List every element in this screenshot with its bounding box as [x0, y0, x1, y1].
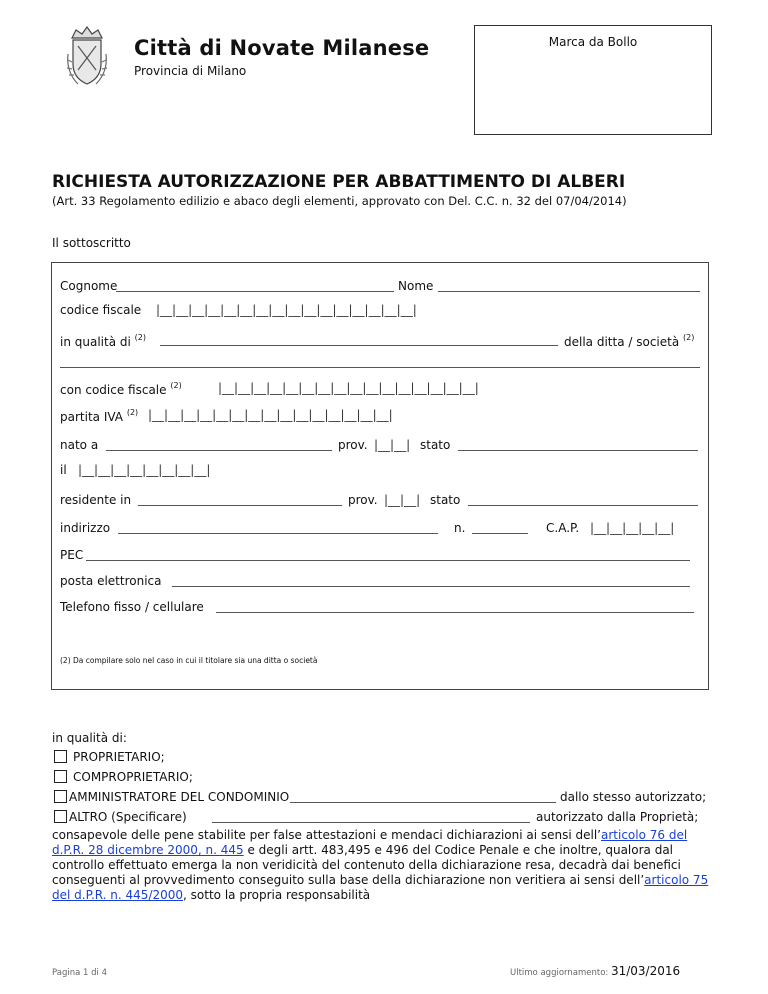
- pec-field[interactable]: [86, 560, 690, 561]
- ditta-name-field[interactable]: [60, 367, 700, 368]
- proprietario-checkbox[interactable]: [54, 750, 67, 763]
- province-name: Provincia di Milano: [134, 64, 247, 78]
- city-crest-icon: [64, 24, 110, 90]
- qualita-heading: in qualità di:: [52, 731, 127, 745]
- codice-fiscale-boxes[interactable]: |__|__|__|__|__|__|__|__|__|__|__|__|__|__|__|__|: [156, 303, 417, 317]
- amministratore-checkbox[interactable]: [54, 790, 67, 803]
- residente-in-field[interactable]: [138, 505, 342, 506]
- nome-field[interactable]: [438, 291, 700, 292]
- phone-label: Telefono fisso / cellulare: [60, 600, 204, 614]
- partita-iva-label: partita IVA $^{(2)}$: [60, 408, 139, 424]
- document-subtitle: (Art. 33 Regolamento edilizio e abaco degli elementi, approvato con Del. C.C. n. 32 del 07/04/2014): [52, 194, 627, 208]
- res-prov-label: prov.: [348, 493, 378, 507]
- partita-iva-boxes[interactable]: |__|__|__|__|__|__|__|__|__|__|__|__|__|__|__|: [148, 408, 393, 422]
- stamp-label: Marca da Bollo: [548, 35, 638, 49]
- document-title: RICHIESTA AUTORIZZAZIONE PER ABBATTIMENTO DI ALBERI: [52, 172, 626, 192]
- comproprietario-checkbox[interactable]: [54, 770, 67, 783]
- ditta-codice-fiscale-boxes[interactable]: |__|__|__|__|__|__|__|__|__|__|__|__|__|__|__|__|: [218, 381, 479, 395]
- indirizzo-label: indirizzo: [60, 521, 111, 535]
- in-qualita-label: in qualità di $^{(2)}$: [60, 333, 146, 349]
- cognome-field[interactable]: [116, 291, 394, 292]
- phone-field[interactable]: [216, 612, 694, 613]
- email-label: posta elettronica: [60, 574, 162, 588]
- res-prov-boxes[interactable]: |__|__|: [384, 493, 421, 507]
- indirizzo-field[interactable]: [118, 533, 438, 534]
- civico-field[interactable]: [472, 533, 528, 534]
- intro-text: Il sottoscritto: [52, 236, 131, 250]
- altro-field[interactable]: [212, 822, 530, 823]
- option-proprietario[interactable]: [54, 750, 165, 764]
- birth-date-boxes[interactable]: |__|__|__|__|__|__|__|__|: [78, 463, 211, 477]
- nome-label: Nome: [398, 279, 434, 293]
- della-ditta-label: della ditta / società $^{(2)}$: [564, 333, 695, 349]
- city-name: Città di Novate Milanese: [134, 36, 430, 60]
- declaration-paragraph: consapevole delle pene stabilite per false attestazioni e mendaci dichiarazioni ai sensi dell’articolo 76 del d.P.R. 28 dicembre 2000, n. 445 e degli artt. 483,495 e 496 del Codice Penale e che inoltre, qualora dal controllo effettuato emerga la non veridicità del contenuto della dichiarazione resa, decadrà dai benefici conseguenti al provvedimento conseguito sulla base della dichiarazione non veritiera ai sensi dell’articolo 75 del d.P.R. n. 445/2000, sotto la propria responsabilità: [52, 828, 709, 902]
- option-comproprietario[interactable]: [54, 770, 193, 784]
- cap-label: C.A.P.: [546, 521, 580, 535]
- amministratore-tail: dallo stesso autorizzato;: [560, 790, 707, 804]
- link-articolo-75[interactable]: articolo 75 del d.P.R. n. 445/2000: [52, 873, 709, 902]
- res-stato-field[interactable]: [468, 505, 698, 506]
- altro-label: ALTRO (Specificare): [69, 810, 187, 824]
- pec-label: PEC: [60, 548, 84, 562]
- option-altro[interactable]: [54, 810, 187, 824]
- con-codice-fiscale-label: con codice fiscale $^{(2)}$: [60, 381, 182, 397]
- nato-stato-field[interactable]: [458, 450, 698, 451]
- link-articolo-76[interactable]: articolo 76 del d.P.R. 28 dicembre 2000, n. 445: [52, 828, 688, 857]
- email-field[interactable]: [172, 586, 690, 587]
- revenue-stamp-box: [474, 25, 712, 135]
- page-number: Pagina 1 di 4: [52, 968, 107, 978]
- il-label: il: [60, 463, 67, 477]
- cognome-label: Cognome: [60, 279, 118, 293]
- nato-prov-label: prov.: [338, 438, 368, 452]
- nato-prov-boxes[interactable]: |__|__|: [374, 438, 411, 452]
- proprietario-label: PROPRIETARIO;: [73, 750, 165, 764]
- nato-a-label: nato a: [60, 438, 99, 452]
- res-stato-label: stato: [430, 493, 461, 507]
- codice-fiscale-label: codice fiscale: [60, 303, 142, 317]
- last-updated: Ultimo aggiornamento: 31/03/2016: [510, 964, 681, 978]
- amministratore-field[interactable]: [290, 802, 556, 803]
- altro-checkbox[interactable]: [54, 810, 67, 823]
- amministratore-label: AMMINISTRATORE DEL CONDOMINIO: [69, 790, 290, 804]
- residente-in-label: residente in: [60, 493, 132, 507]
- nato-a-field[interactable]: [106, 450, 332, 451]
- option-amministratore[interactable]: [54, 790, 289, 804]
- nato-stato-label: stato: [420, 438, 451, 452]
- civico-label: n.: [454, 521, 466, 535]
- cap-boxes[interactable]: |__|__|__|__|__|: [590, 521, 675, 535]
- applicant-form: [51, 262, 709, 690]
- comproprietario-label: COMPROPRIETARIO;: [73, 770, 193, 784]
- altro-tail: autorizzato dalla Proprietà;: [536, 810, 699, 824]
- footnote: (2) Da compilare solo nel caso in cui il titolare sia una ditta o società: [60, 656, 318, 665]
- in-qualita-field[interactable]: [160, 345, 558, 346]
